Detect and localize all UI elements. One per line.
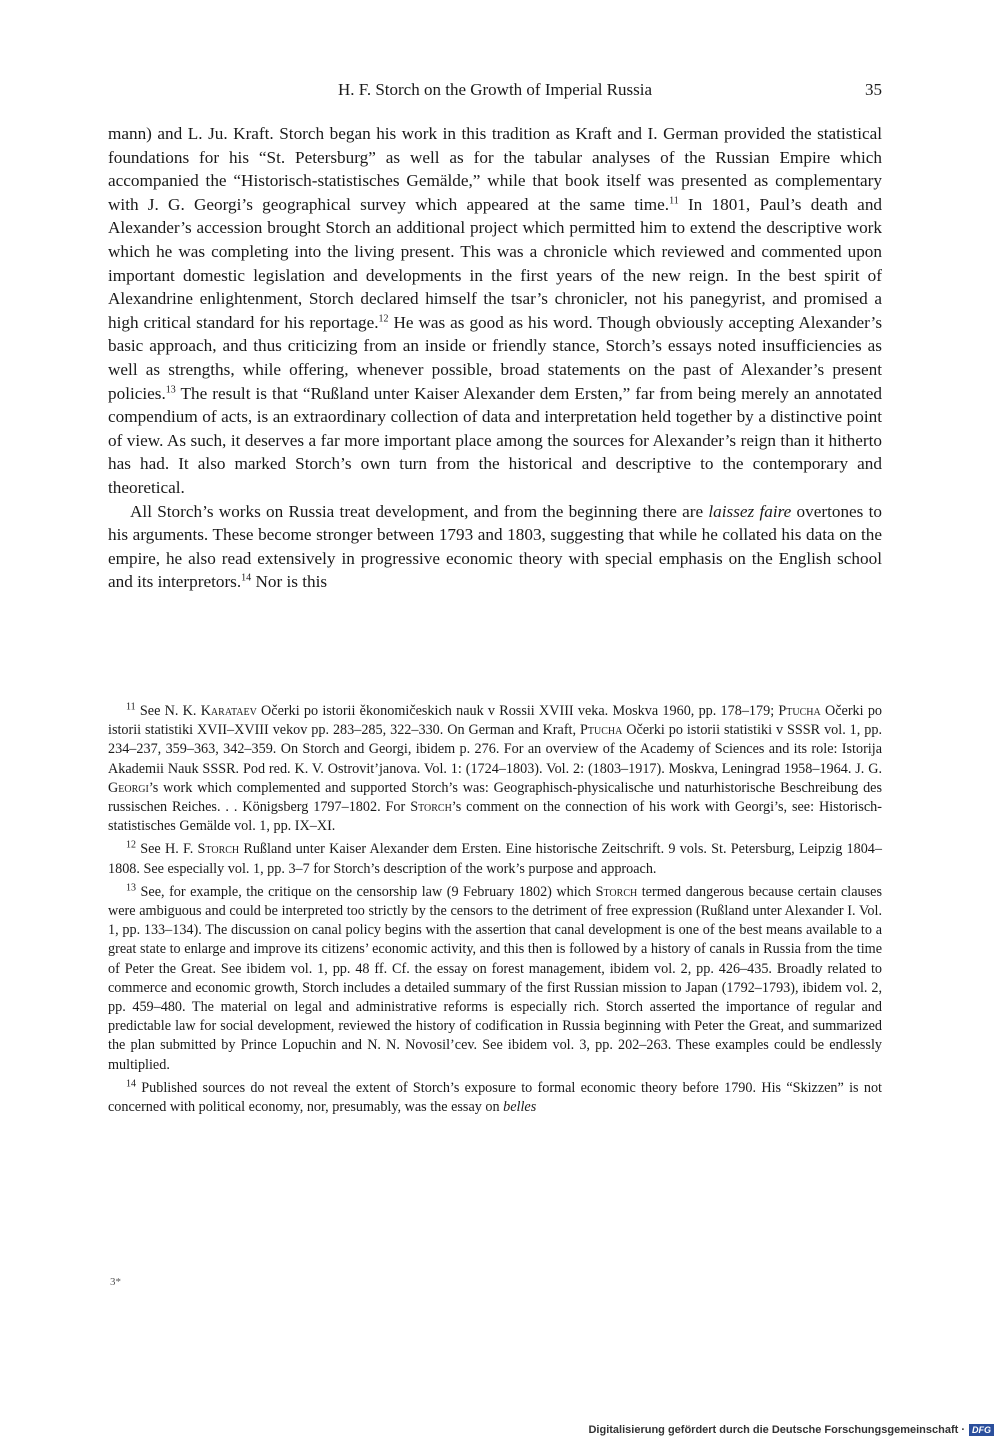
signature-mark: 3* <box>110 1276 121 1288</box>
text-run: The result is that “Rußland unter Kaiser Alexander dem Ersten,” far from being merely an annotated compendium of acts, is an extraordinary collection of data and interpretation held together by a distinctive point of view. As such, it deserves a far more important place among the sources for Alexander’s reign than it hitherto has had. It also marked Storch’s own turn from the historical and descriptive to the contemporary and theoretical. <box>108 383 882 497</box>
text-run: ’s comment on the connection of his work with Georgi’s, see: Historisch-statistisches Gemälde vol. 1, pp. IX–XI. <box>108 799 883 835</box>
text-run: Published sources do not reveal the extent of Storch’s exposure to formal economic theory before 1790. His “Skizzen” is not concerned with political economy, nor, presumably, was the essay on <box>108 1079 882 1116</box>
dfg-logo: DFG <box>969 1424 994 1436</box>
author-name: Storch <box>595 883 638 900</box>
text-run: All Storch’s works on Russia treat development, and from the beginning there are <box>130 501 709 521</box>
text-run: He was as good as his word. Though obviously accepting Alexander’s basic approach, and thus criticizing from an inside or friendly stance, Storch’s essays noted insufficiencies as well as strengths, while offering, whenever possible, broad statements on the past of Alexander’s present policies. <box>108 312 883 403</box>
author-name: Ptucha <box>778 703 821 719</box>
dfg-footer <box>588 1424 994 1436</box>
author-name: Ptucha <box>579 722 623 739</box>
text-run: See N. K. <box>135 703 201 719</box>
text-run: termed dangerous because certain clauses were ambiguous and could be interpreted too strictly by the censors to the detriment of free expression (Rußland unter Alexander I. Vol. 1, pp. 133–134). The discussion on canal policy begins with the assertion that canal development is one of the best means available to a great state to enlarge and improve its citizens’ economic activity, and this then is followed by a history of canals in Russia from the time of Peter the Great. See ibidem vol. 1, pp. 48 ff. Cf. the essay on forest management, ibidem vol. 2, pp. 426–435. Broadly related to commerce and economic growth, Storch includes a detailed summary of the first Russian mission to Japan (1792–1793), ibidem vol. 2, pp. 459–480. The material on legal and administrative reforms is especially rich. Storch asserted the importance of regular and predictable law for social development, reviewed the history of codification in Russia beginning with Peter the Great, and summarized the plan submitted by Prince Lopuchin and N. N. Novosil’cev. See ibidem vol. 3, pp. 202–263. These examples could be endlessly multiplied. <box>108 883 882 1073</box>
italic-term: laissez faire <box>708 501 792 521</box>
paragraph-1 <box>108 122 882 500</box>
author-name: Karataev <box>200 703 257 719</box>
author-name: Storch <box>410 799 452 816</box>
footnote-13 <box>108 883 882 1075</box>
text-run: Očerki po istorii statistiki XVII–XVIII vekov pp. 283–285, 322–330. On German and Kraft, <box>108 703 883 739</box>
main-text <box>108 122 882 594</box>
footnote-number: 11 <box>126 701 136 713</box>
text-run: In 1801, Paul’s death and Alexander’s accession brought Storch an additional project which permitted him to extend the descriptive work which he was completing into the living present. This was a chronicle which reviewed and commented upon important domestic legislation and developments in the first years of the new reign. In the best spirit of Alexandrine enlightenment, Storch declared himself the tsar’s chronicler, not his panegyrist, and promised a high critical standard for his reportage. <box>108 194 883 332</box>
footnote-11 <box>108 702 882 836</box>
running-header <box>108 80 882 106</box>
footnote-ref-13: 13 <box>165 383 176 395</box>
text-run: Nor is this <box>251 572 328 592</box>
footnote-number: 12 <box>126 839 136 851</box>
page-number: 35 <box>865 80 882 99</box>
text-run: mann) and L. Ju. Kraft. Storch began his work in this tradition as Kraft and I. German provided the statistical foundations for his “St. Petersburg” as well as for the tabular analyses of the Russian Empire which accompanied the “Historisch-statistisches Gemälde,” while that book itself was presented as complementary with J. G. Georgi’s geographical survey which appeared at the same time. <box>108 124 882 214</box>
footnote-number: 14 <box>126 1078 136 1090</box>
text-run: See H. F. <box>136 841 198 858</box>
dfg-credit-text: Digitalisierung gefördert durch die Deutsche Forschungsgemeinschaft · <box>588 1424 965 1436</box>
text-run: overtones to his arguments. These become stronger between 1793 and 1803, suggesting that while he collated his data on the empire, he also read extensively in progressive economic theory with special emphasis on the English school and its interpretors. <box>108 501 882 592</box>
author-name: Georgi <box>108 779 149 796</box>
footnote-ref-14: 14 <box>241 572 252 584</box>
text-run: Očerki po istorii ěkonomičeskich nauk v Rossii XVIII veka. Moskva 1960, pp. 178–179; <box>256 703 779 719</box>
footnote-14 <box>108 1079 882 1117</box>
footnote-ref-11: 11 <box>669 195 679 207</box>
text-run: Očerki po istorii statistiki v SSSR vol. 1, pp. 234–237, 359–363, 342–359. On Storch and Georgi, ibidem p. 276. For an overview of the Academy of Sciences and its role: Istorija Akademii Nauk SSSR. Pod red. K. V. Ostrovit’janova. Vol. 1: (1724–1803). Vol. 2: (1803–1917). Moskva, Leningrad 1958–1964. J. G. <box>108 722 882 777</box>
footnote-ref-12: 12 <box>378 313 389 325</box>
paragraph-2 <box>108 500 882 594</box>
text-run: Rußland unter Kaiser Alexander dem Ersten. Eine historische Zeitschrift. 9 vols. St. Petersburg, Leipzig 1804–1808. See especially vol. 1, pp. 3–7 for Storch’s description of the work’s purpose and approach. <box>108 841 882 877</box>
author-name: Storch <box>197 841 240 858</box>
running-title: H. F. Storch on the Growth of Imperial Russia <box>337 80 653 99</box>
footnote-number: 13 <box>126 882 136 894</box>
text-run: See, for example, the critique on the censorship law (9 February 1802) which <box>136 883 596 900</box>
text-run: ’s work which complemented and supported Storch’s was: Geographisch-physicalische und naturhistorische Beschreibung des russischen Reiches. . . Königsberg 1797–1802. For <box>108 779 882 816</box>
footnotes <box>108 702 882 1121</box>
footnote-12 <box>108 840 882 878</box>
italic-term: belles <box>503 1099 537 1116</box>
